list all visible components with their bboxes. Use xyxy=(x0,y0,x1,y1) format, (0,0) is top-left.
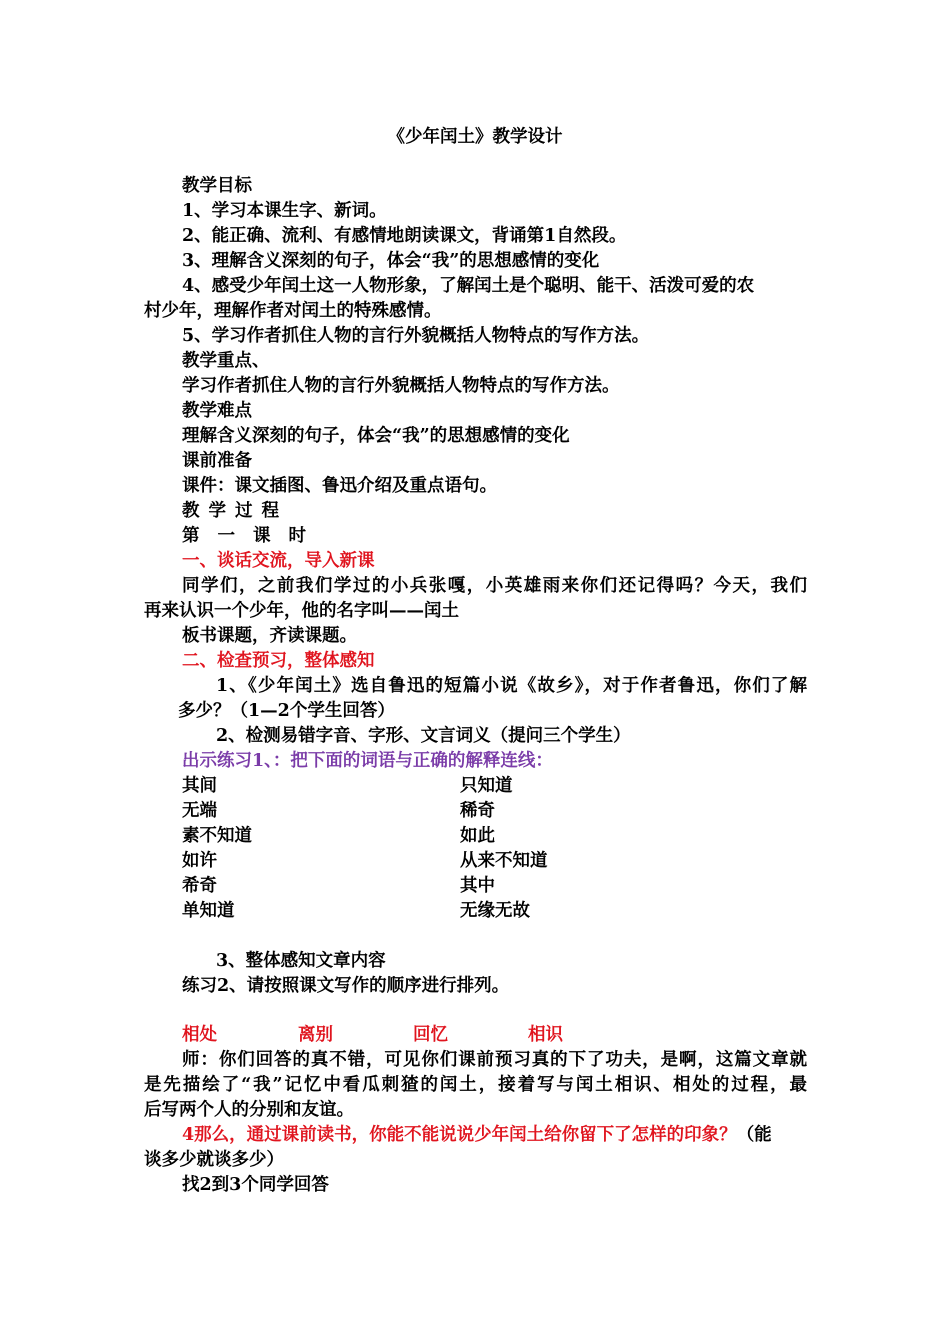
order-word: 回忆 xyxy=(413,1025,448,1045)
lesson-heading: 第一课时 xyxy=(182,526,324,546)
order-word: 相处 xyxy=(182,1025,217,1045)
word-left: 其间 xyxy=(182,776,217,796)
paragraph-line: 板书课题，齐读课题。 xyxy=(182,626,357,646)
word-left: 希奇 xyxy=(182,876,217,896)
paragraph-line: 谈多少就谈多少） xyxy=(144,1150,284,1170)
question-tail: （能 xyxy=(736,1125,772,1145)
objectives-heading: 教学目标 xyxy=(182,176,252,196)
paragraph-line: 同学们，之前我们学过的小兵张嘎，小英雄雨来你们还记得吗？今天，我们 xyxy=(182,576,807,596)
paragraph-line: 多少？（1—2个学生回答） xyxy=(178,701,395,721)
word-left: 素不知道 xyxy=(182,826,252,846)
key-points-text: 学习作者抓住人物的言行外貌概括人物特点的写作方法。 xyxy=(182,376,620,396)
paragraph-line: 再来认识一个少年，他的名字叫——闰土 xyxy=(144,601,459,621)
meaning-right: 从来不知道 xyxy=(460,851,548,871)
objective-item: 村少年，理解作者对闰土的特殊感情。 xyxy=(144,301,442,321)
document-title: 《少年闰土》教学设计 xyxy=(387,127,563,147)
paragraph-line: 找2到3个同学回答 xyxy=(182,1175,329,1195)
meaning-right: 无缘无故 xyxy=(460,901,530,921)
preparation-text: 课件：课文插图、鲁迅介绍及重点语句。 xyxy=(182,476,497,496)
paragraph-line: 1、《少年闰土》选自鲁迅的短篇小说《故乡》，对于作者鲁迅，你们了解 xyxy=(216,676,807,696)
meaning-right: 稀奇 xyxy=(460,801,495,821)
meaning-right: 如此 xyxy=(460,826,495,846)
section-heading: 二、检查预习，整体感知 xyxy=(182,651,375,671)
meaning-right: 只知道 xyxy=(460,776,513,796)
word-left: 单知道 xyxy=(182,901,235,921)
preparation-heading: 课前准备 xyxy=(182,451,252,471)
meaning-right: 其中 xyxy=(460,876,495,896)
process-heading: 教学过程 xyxy=(182,501,288,521)
objective-item: 4、感受少年闰土这一人物形象，了解闰土是个聪明、能干、活泼可爱的农 xyxy=(182,276,755,296)
objective-item: 3、理解含义深刻的句子，体会“我”的思想感情的变化 xyxy=(182,251,600,271)
objective-item: 2、能正确、流利、有感情地朗读课文，背诵第1自然段。 xyxy=(182,226,627,246)
order-word: 离别 xyxy=(298,1025,333,1045)
order-word: 相识 xyxy=(528,1025,563,1045)
paragraph-line: 是先描绘了“我”记忆中看瓜刺猹的闰土，接着写与闰土相识、相处的过程，最 xyxy=(144,1075,807,1095)
difficulties-text: 理解含义深刻的句子，体会“我”的思想感情的变化 xyxy=(182,426,570,446)
section-heading: 一、谈话交流，导入新课 xyxy=(182,551,375,571)
word-left: 如许 xyxy=(182,851,217,871)
exercise-instruction: 出示练习1、：把下面的词语与正确的解释连线： xyxy=(182,751,553,771)
objective-item: 1、学习本课生字、新词。 xyxy=(182,201,387,221)
difficulties-heading: 教学难点 xyxy=(182,401,252,421)
exercise-instruction: 练习2、请按照课文写作的顺序进行排列。 xyxy=(182,976,510,996)
question-line xyxy=(182,1123,772,1147)
paragraph-line: 后写两个人的分别和友谊。 xyxy=(144,1100,354,1120)
word-left: 无端 xyxy=(182,801,217,821)
paragraph-line: 3、整体感知文章内容 xyxy=(216,951,386,971)
question-highlight: 4那么，通过课前读书，你能不能说说少年闰土给你留下了怎样的印象？ xyxy=(182,1125,737,1145)
key-points-heading: 教学重点、 xyxy=(182,351,270,371)
paragraph-line: 师：你们回答的真不错，可见你们课前预习真的下了功夫，是啊，这篇文章就 xyxy=(182,1050,807,1070)
paragraph-line: 2、检测易错字音、字形、文言词义（提问三个学生） xyxy=(216,726,631,746)
objective-item: 5、学习作者抓住人物的言行外貌概括人物特点的写作方法。 xyxy=(182,326,650,346)
